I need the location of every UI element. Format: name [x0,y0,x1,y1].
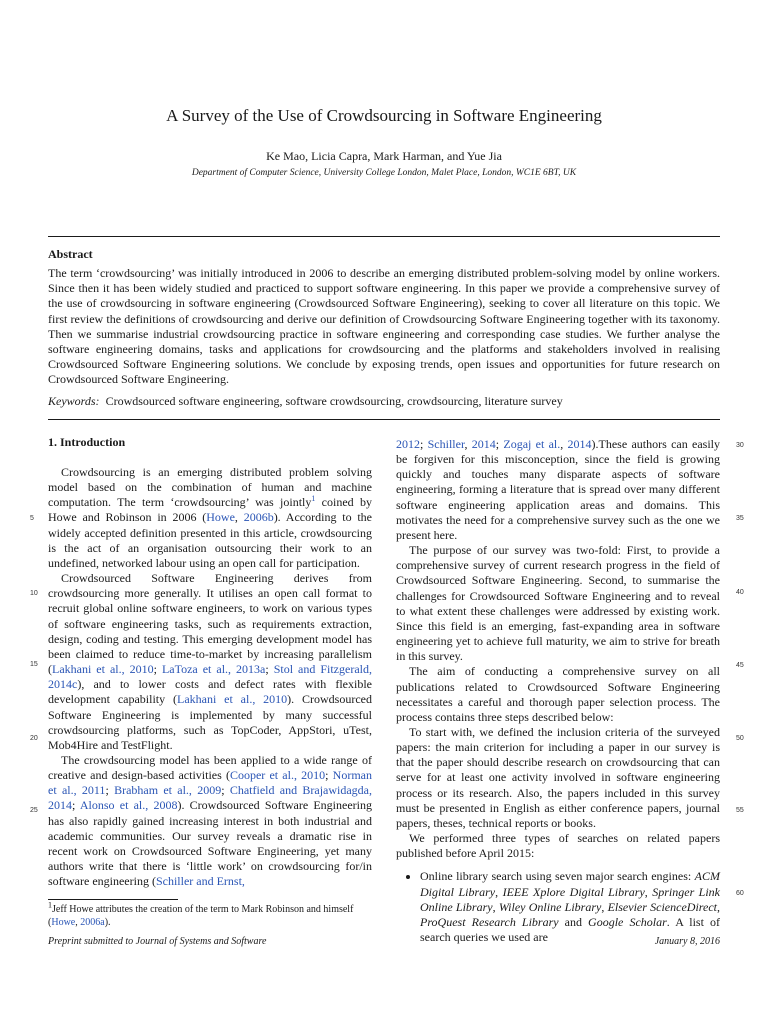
intro-paragraph-2 [48,571,372,753]
citation-link[interactable]: Alonso et al., 2008 [79,798,178,813]
keywords-label: Keywords: [48,394,100,408]
text-run: , [495,884,503,899]
citation-link[interactable]: Lakhani et al., 2010 [52,662,154,677]
text-run: ; [221,783,230,798]
citation-link[interactable]: 2006b [243,510,274,525]
footnote-number: 1 [48,900,52,910]
text-run: , [492,899,499,914]
footer-journal: Preprint submitted to Journal of Systems and Software [48,936,267,947]
text-run: ), and to lower costs and defect rates with flexible development capability ( [48,677,372,707]
line-number: 5 [30,515,34,522]
affiliation: Department of Computer Science, University College London, Malet Place, London, WC1E 6BT, UK [191,168,577,178]
footer-date: January 8, 2016 [654,936,720,947]
text-run: and [558,914,589,929]
abstract-heading: Abstract [48,247,93,261]
citation-link[interactable]: Stol and Fitzgerald, 2014c [48,662,372,692]
section-heading-introduction: 1. Introduction [48,435,126,449]
abstract-bottom-rule [48,419,720,420]
citation-link[interactable]: Lakhani et al., 2010 [176,692,288,707]
text-run: Crowdsourced Software Engineering derives from crowdsourcing more generally. It utilises an open call format to recruit global online software engineers, to work on various types of software engineering tasks, such as requirements extraction, design, coding and testing. This emerging development model has been claimed to reduce time-to-market by increasing parallelism ( [48,571,372,677]
citation-link[interactable]: Schiller and Ernst, [155,874,245,889]
citation-link[interactable]: Schiller [427,437,465,451]
intro-paragraph-3 [48,753,372,889]
left-column [48,465,372,889]
footnote-marker[interactable]: 1 [311,494,316,504]
text-run: ; [153,662,162,677]
text-run: ; [420,437,428,451]
text-run: Crowdsourcing is an emerging distributed problem solving model based on the combination of human and machine computation. The term ‘crowdsourcing’ was jointly [48,465,372,510]
citation-link[interactable]: 2014 [567,437,592,451]
line-number: 30 [736,442,744,449]
text-run: ). According to the widely accepted definition presented in this article, crowdsourcing is the act of an organisation outsourcing their work to an undefined, networked labour using an open call for participation. [48,510,373,570]
intro-paragraph-aim: The aim of conducting a comprehensive survey on all publications related to Crowdsourced Software Engineering necessitates a careful and thorough paper selection process. The process contains three steps described below: [396,664,720,724]
citation-link[interactable]: Brabham et al., 2009 [114,783,222,798]
citation-link[interactable]: 2014 [471,437,496,451]
paper-title: A Survey of the Use of Crowdsourcing in Software Engineering [166,106,602,125]
line-number: 10 [30,590,38,597]
citation-link[interactable]: Zogaj et al. [503,437,561,451]
line-number: 25 [30,807,38,814]
library-name: ProQuest Research Library [420,914,559,929]
footnote [48,900,372,929]
text-run: , [601,899,608,914]
text-run: The crowdsourcing model has been applied to a wide range of creative and design-based activities ( [48,752,372,783]
text-run: . A list of search queries we used are [420,914,721,944]
search-type-list [396,869,720,945]
text-run: Online library search using seven major search engines: [420,869,695,884]
citation-link[interactable]: LaToza et al., 2013a [161,662,266,677]
text-run: ). [104,917,111,928]
text-run: , [717,899,720,914]
text-run: ; [495,437,504,451]
intro-paragraph-criteria: To start with, we defined the inclusion criteria of the surveyed papers: the main criterion for including a paper in our survey is that the paper should describe research on crowdsourcing that can serve for at least one activity involved in software engineering process or its research. Also, the papers included in this survey must be presented in English as either conference papers, journal papers, theses, technical reports or books. [396,724,720,830]
line-number: 15 [30,661,38,668]
citation-link[interactable]: 2012 [396,437,420,451]
text-run: , [234,510,244,525]
line-number: 50 [736,735,744,742]
intro-paragraph-searches: We performed three types of searches on related papers published before April 2015: [396,831,720,861]
keywords-text: Crowdsourced software engineering, software crowdsourcing, crowdsourcing, literature survey [105,394,563,408]
library-name: ACM Digital Library [420,869,720,899]
intro-paragraph-continued [396,437,720,543]
text-run: ; [105,783,115,798]
line-number: 45 [736,662,744,669]
line-number: 20 [30,735,38,742]
library-name: IEEE Xplore Digital Library [502,884,645,899]
library-name: Google Scholar [588,914,667,929]
footnote-rule [48,899,178,900]
intro-paragraph-purpose: The purpose of our survey was two-fold: First, to provide a comprehensive survey of current research progress in the field of Crowdsourced Software Engineering. Second, to summarise the challenges for Crowdsourced Software Engineering and to reveal to what extent these challenges were addressed by existing work. Since this field is an emerging, fast-expanding area in software engineering yet to achieve full maturity, we aim to strive for breath in this survey. [396,543,720,664]
citation-link[interactable]: Norman et al., 2011 [48,768,372,798]
text-run: ; [265,662,274,677]
line-number: 55 [736,807,744,814]
citation-link[interactable]: 2006a [80,917,105,928]
citation-link[interactable]: Howe [51,917,76,928]
text-run: , [464,437,472,451]
text-run: , [75,917,81,928]
right-column [396,437,720,945]
text-run: , [644,884,653,899]
library-name: Springer Link Online Library [420,884,721,914]
text-run: ; [325,768,333,783]
text-run: ). Crowdsourced Software Engineering is implemented by many successful crowdsourcing platforms, such as TopCoder, AppStori, uTest, Mob4Hire and TestFlight. [48,692,372,752]
text-run: coined by Howe and Robinson in 2006 ( [48,495,372,525]
text-run: ). Crowdsourced Software Engineering has also rapidly gained increasing interest in both industrial and academic communities. Our survey reveals a dramatic rise in recent work on Crowdsourced Software Engineering, yet many authors write that there is ‘little work’ on crowdsourcing for/in software engineering ( [48,798,373,889]
library-name: Wiley Online Library [498,899,602,914]
author-list: Ke Mao, Licia Capra, Mark Harman, and Yue Jia [266,149,502,163]
line-number: 35 [736,515,744,522]
abstract-text: The term ‘crowdsourcing’ was initially introduced in 2006 to describe an emerging distributed problem-solving model by online workers. Since then it has been widely studied and practiced to support software engineering. In this paper we provide a comprehensive survey of the use of crowdsourcing in software engineering (Crowdsourced Software Engineering), seeking to cover all literature on this topic. We first review the definitions of crowdsourcing and derive our definition of Crowdsourcing Software Engineering together with its taxonomy. Then we summarise industrial crowdsourcing practice in software engineering and corresponding case studies. We further analyse the software engineering domains, tasks and applications for crowdsourcing and the platforms and stakeholders involved in realising Crowdsourced Software Engineering solutions. We conclude by exposing trends, open issues and opportunities for future research on Crowdsourced Software Engineering. [48,266,720,387]
text-run: Jeff Howe attributes the creation of the term to Mark Robinson and himself ( [48,904,354,928]
citation-link[interactable]: Cooper et al., 2010 [229,768,326,783]
text-run: ).These authors can easily be forgiven for this misconception, since the field is growing quickly and touches many disparate aspects of software engineering, forming a literature that is spread over many different software engineering application areas and domains. This motivates the need for a comprehensive survey such as the one we present here. [396,437,720,542]
line-number: 40 [736,589,744,596]
text-run: ; [72,798,80,813]
citation-link[interactable]: Howe [206,510,235,525]
list-item [420,869,720,945]
intro-paragraph-1 [48,465,372,571]
library-name: Elsevier ScienceDirect [607,899,717,914]
abstract-top-rule [48,236,720,237]
keywords-line [48,394,720,409]
line-number: 60 [736,890,744,897]
citation-link[interactable]: Chatfield and Brajawidagda, 2014 [48,783,373,813]
text-run: , [560,437,568,451]
